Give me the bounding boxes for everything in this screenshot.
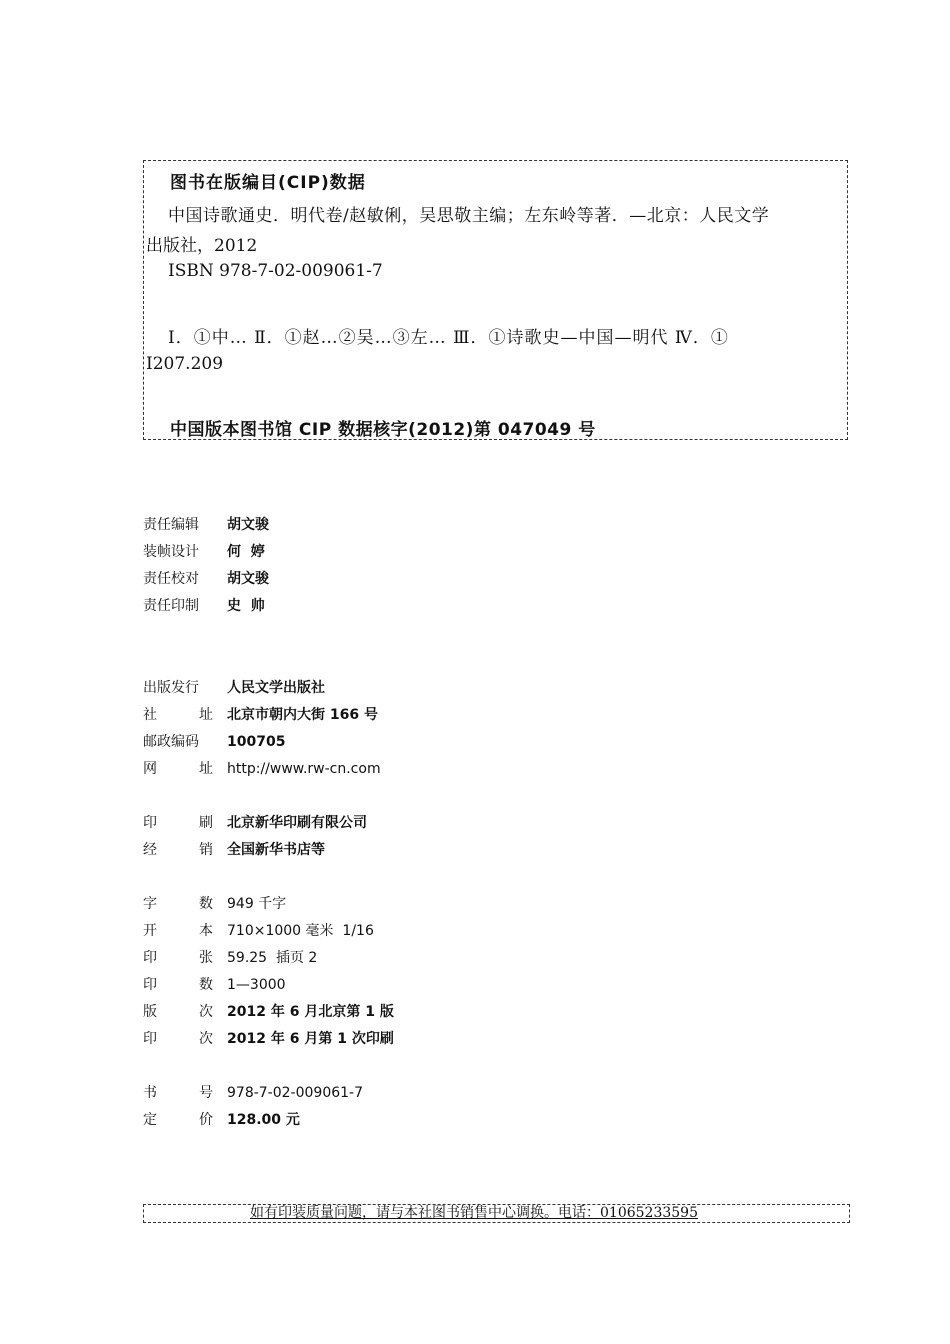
footer-notice-box: [143, 1204, 850, 1223]
row-label: 印 数: [143, 977, 213, 993]
cip-box: [143, 160, 848, 440]
row-label: 出版发行: [143, 680, 199, 696]
row-label: 开 本: [143, 923, 213, 939]
row-label: 装帧设计: [143, 544, 199, 560]
row-label: 网 址: [143, 761, 213, 777]
row-value: 949 千字: [227, 896, 287, 912]
website-link[interactable]: http://www.rw-cn.com: [227, 761, 381, 777]
row-label: 印 刷: [143, 815, 213, 831]
row-label: 字 数: [143, 896, 213, 912]
row-value: 史 帅: [227, 598, 265, 614]
row-value: 2012 年 6 月北京第 1 版: [227, 1004, 394, 1020]
row-value: 59.25 插页 2: [227, 950, 318, 966]
row-label: 责任校对: [143, 571, 199, 587]
cip-main-entry-cont: 出版社，2012: [146, 236, 258, 256]
cip-main-entry: 中国诗歌通史．明代卷/赵敏俐，吴思敬主编；左东岭等著．—北京：人民文学: [168, 206, 770, 226]
cip-title: 图书在版编目(CIP)数据: [170, 173, 366, 193]
row-label: 经 销: [143, 842, 213, 858]
row-value: 978-7-02-009061-7: [227, 1085, 364, 1101]
cip-verify-number: 中国版本图书馆 CIP 数据核字(2012)第 047049 号: [170, 420, 596, 440]
row-label: 邮政编码: [143, 734, 199, 750]
row-value: 100705: [227, 734, 286, 750]
row-value: 2012 年 6 月第 1 次印刷: [227, 1031, 394, 1047]
row-label: 书 号: [143, 1085, 213, 1101]
cip-classification: Ⅰ．①中… Ⅱ．①赵…②吴…③左… Ⅲ．①诗歌史—中国—明代 Ⅳ．①: [168, 328, 729, 348]
footer-notice: 如有印装质量问题，请与本社图书销售中心调换。电话：01065233595: [250, 1205, 698, 1221]
row-value: 全国新华书店等: [227, 842, 325, 858]
row-value: 710×1000 毫米 1/16: [227, 923, 374, 939]
row-value: 1—3000: [227, 977, 286, 993]
row-label: 责任编辑: [143, 517, 199, 533]
row-label: 版 次: [143, 1004, 213, 1020]
row-label: 印 张: [143, 950, 213, 966]
row-label: 定 价: [143, 1112, 213, 1128]
row-value: 人民文学出版社: [227, 680, 325, 696]
row-value: 胡文骏: [227, 517, 269, 533]
row-value: 128.00 元: [227, 1112, 300, 1128]
row-value: 北京市朝内大街 166 号: [227, 707, 378, 723]
cip-class-number: I207.209: [146, 354, 224, 374]
row-value: 胡文骏: [227, 571, 269, 587]
cip-isbn: ISBN 978-7-02-009061-7: [168, 261, 383, 281]
row-label: 社 址: [143, 707, 213, 723]
row-value: 何 婷: [227, 544, 265, 560]
row-value: 北京新华印刷有限公司: [227, 815, 367, 831]
row-label: 责任印制: [143, 598, 199, 614]
row-label: 印 次: [143, 1031, 213, 1047]
